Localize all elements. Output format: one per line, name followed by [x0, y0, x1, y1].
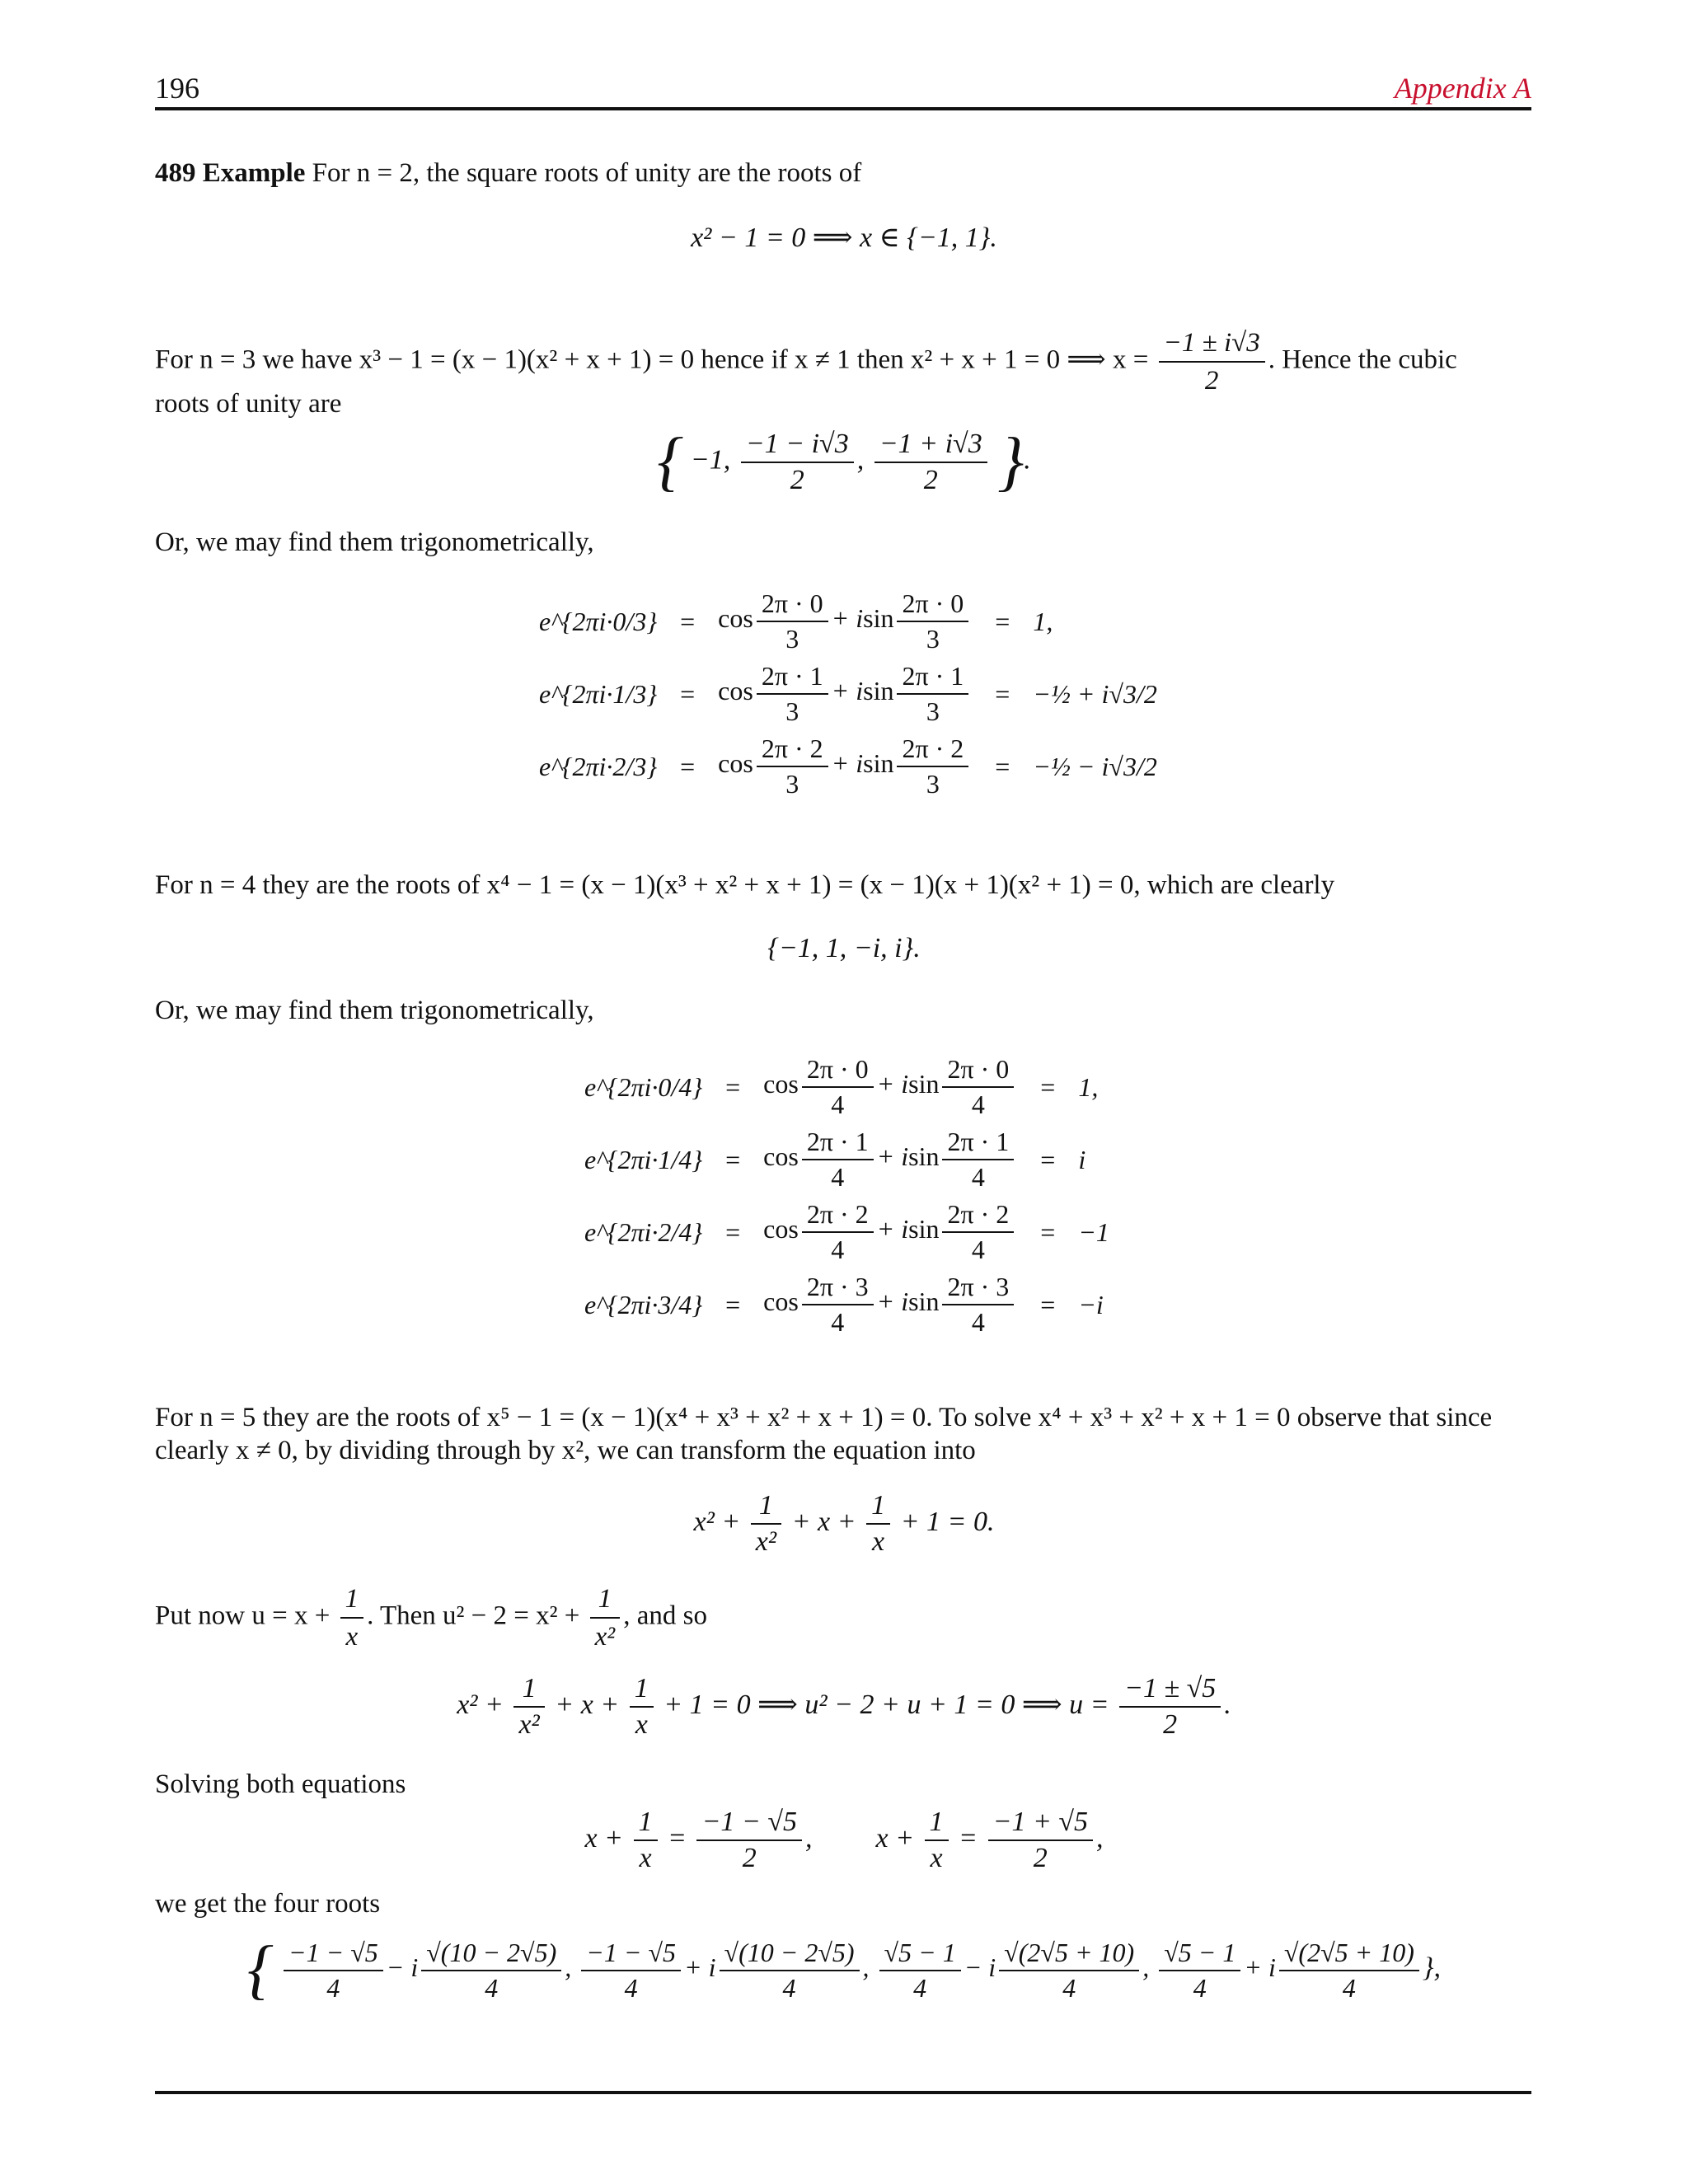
equation-u [0, 1673, 1688, 1741]
cube-cos-frac-num: 2π · 0 [757, 588, 828, 622]
root-real-part [581, 1938, 681, 2004]
quartic-cos-frac-num: 2π · 2 [802, 1199, 874, 1233]
cube-roots-table [528, 585, 1169, 803]
paragraph-substitution [155, 1582, 1540, 1653]
footer-rule [155, 2091, 1531, 2094]
quartic-roots-set: {−1, 1, −i, i}. [767, 933, 921, 963]
root-imag-part-den: 4 [1062, 1972, 1076, 2003]
quartic-equals-2: = [1040, 1289, 1056, 1319]
root-separator: , [862, 1952, 870, 1982]
quartic-row [573, 1196, 1121, 1268]
solve-l1-den: x [639, 1843, 652, 1873]
cube-cos-frac [757, 588, 828, 654]
quartic-cos-frac [802, 1127, 874, 1193]
trig-intro-1: Or, we may find them trigonometrically, [155, 527, 594, 557]
page-number: 196 [155, 72, 199, 105]
quartic-cos-frac-num: 2π · 0 [802, 1054, 874, 1088]
root-real-part-num: −1 − √5 [581, 1938, 681, 1971]
cube-cos-frac-num: 2π · 1 [757, 661, 828, 695]
u-frac1-num: 1 [513, 1673, 544, 1708]
cubic-text-end: . Hence the cubic [1268, 344, 1457, 375]
root-imag-part [421, 1938, 561, 2004]
cubic-fraction-den: 2 [1204, 366, 1219, 396]
sub-frac1-num: 1 [340, 1582, 364, 1619]
quartic-row [573, 1051, 1121, 1123]
root-imag-part-den: 4 [485, 1972, 499, 2003]
solve-r1-den: 2 [742, 1843, 757, 1873]
paragraph-quintic-2: clearly x ≠ 0, by dividing through by x², we can transform the equation into [155, 1436, 976, 1465]
transform-frac1-num: 1 [751, 1490, 781, 1525]
u-part-c: + 1 = 0 ⟹ u² − 2 + u + 1 = 0 ⟹ u = [663, 1689, 1109, 1720]
root-imag-part-den: 4 [1342, 1972, 1356, 2003]
cube-expansion: cos $\frac{2\pi \cdot 1}{3}$ + isin $\frac{2\pi \cdot 1}{3}$ [706, 658, 983, 730]
paragraph-solving: Solving both equations [155, 1769, 406, 1799]
quartic-row [573, 1268, 1121, 1341]
quartic-cos-frac-den: 4 [831, 1090, 845, 1119]
root-operator: − i [386, 1952, 419, 1982]
quartic-cos-frac-num: 2π · 3 [802, 1272, 874, 1305]
cube-sin-frac-den: 3 [926, 696, 940, 726]
cubic-root-3-den: 2 [923, 464, 938, 495]
solve-r2-den: 2 [1033, 1843, 1048, 1873]
solve-l1-num: 1 [634, 1807, 658, 1841]
root-imag-part [999, 1938, 1139, 2004]
quartic-cos-frac-den: 4 [831, 1235, 845, 1264]
cubic-root-3 [874, 429, 987, 496]
roots-left-brace: { [247, 1933, 274, 2006]
cube-equals-2: = [995, 678, 1010, 709]
root-separator: , [565, 1952, 572, 1982]
u-solution-den: 2 [1163, 1709, 1178, 1740]
cube-equals-2: = [995, 751, 1010, 781]
quartic-sin-frac-den: 4 [971, 1235, 985, 1264]
quartic-sin-frac-num: 2π · 2 [942, 1199, 1014, 1233]
trig-intro-2: Or, we may find them trigonometrically, [155, 996, 594, 1025]
sub-frac2-num: 1 [590, 1582, 621, 1619]
root-imag-part [720, 1938, 860, 2004]
u-part-b: + x + [555, 1689, 620, 1720]
root-real-part-den: 4 [913, 1972, 927, 2003]
root-real-part-num: √5 − 1 [879, 1938, 961, 1971]
quartic-sin-frac-den: 4 [971, 1307, 985, 1337]
root-real-part [1159, 1938, 1240, 2004]
cubic-text-1: For n = 3 we have x³ − 1 = (x − 1)(x² + x + 1) = 0 hence if x ≠ 1 then x² + x + 1 = 0 ⟹ x = [155, 344, 1149, 375]
cube-cos-frac [757, 661, 828, 727]
solve-eq2: = [959, 1822, 978, 1854]
quartic-equals: = [725, 1216, 741, 1247]
cube-expansion: cos $\frac{2\pi \cdot 0}{3}$ + isin $\frac{2\pi \cdot 0}{3}$ [706, 585, 983, 658]
quartic-expansion: cos $\frac{2\pi \cdot 0}{4}$ + isin $\frac{2\pi \cdot 0}{4}$ [752, 1051, 1029, 1123]
root-real-part-den: 4 [326, 1972, 340, 2003]
example-text: For n = 2, the square roots of unity are the roots of [312, 158, 862, 188]
cubic-roots-set: { −1, $\frac{-1 - i√3}{2}$ , $\frac{-1 + i√3}{2}$ }. [657, 425, 1031, 498]
quartic-sin-frac [942, 1054, 1014, 1120]
quartic-cos-frac [802, 1199, 874, 1265]
quartic-cos-frac [802, 1054, 874, 1120]
quartic-expansion: cos $\frac{2\pi \cdot 1}{4}$ + isin $\frac{2\pi \cdot 1}{4}$ [752, 1123, 1029, 1196]
solve-eq1: = [668, 1822, 687, 1854]
sub-part-c: , and so [623, 1601, 707, 1631]
cube-cos-frac-den: 3 [785, 696, 799, 726]
quartic-lhs: e^{2πi·2/4} [584, 1216, 703, 1247]
quartic-equals-2: = [1040, 1071, 1056, 1102]
solve-r2-num: −1 + √5 [988, 1807, 1094, 1841]
quartic-expansion: cos $\frac{2\pi \cdot 3}{4}$ + isin $\frac{2\pi \cdot 3}{4}$ [752, 1268, 1029, 1341]
cube-rhs: −½ − i√3/2 [1033, 751, 1157, 781]
cube-sin-frac [897, 733, 968, 799]
cube-lhs: e^{2πi·1/3} [539, 678, 658, 709]
cube-row [528, 658, 1169, 730]
paragraph-four-roots: we get the four roots [155, 1889, 381, 1919]
quartic-equals: = [725, 1144, 741, 1174]
quartic-expansion: cos $\frac{2\pi \cdot 2}{4}$ + isin $\frac{2\pi \cdot 2}{4}$ [752, 1196, 1029, 1268]
quartic-sin-frac [942, 1272, 1014, 1338]
solve-r1-num: −1 − √5 [696, 1807, 802, 1841]
solve-l2-num: 1 [925, 1807, 949, 1841]
cube-rhs: −½ + i√3/2 [1033, 678, 1157, 709]
cubic-root-2-num: −1 − i√3 [741, 429, 854, 463]
right-brace: } [997, 425, 1025, 498]
solve-end: , [1096, 1822, 1104, 1854]
quartic-cos-frac [802, 1272, 874, 1338]
equation-square-roots: x² − 1 = 0 ⟹ x ∈ {−1, 1}. [691, 223, 997, 253]
cube-sin-frac-den: 3 [926, 624, 940, 654]
sub-part-a: Put now u = x + [155, 1601, 331, 1631]
cube-equals: = [680, 606, 696, 636]
transform-frac1-den: x² [755, 1526, 777, 1557]
cubic-root-2-den: 2 [790, 464, 804, 495]
paragraph-quartic: For n = 4 they are the roots of x⁴ − 1 = (x − 1)(x³ + x² + x + 1) = (x − 1)(x + 1)(x² + 1) = 0, which are clearly [155, 870, 1335, 900]
cubic-root-2 [741, 429, 854, 496]
cube-sin-frac [897, 661, 968, 727]
cubic-fraction-num: −1 ± i√3 [1159, 326, 1265, 363]
transform-part-c: + 1 = 0. [900, 1506, 995, 1537]
u-frac2-num: 1 [630, 1673, 654, 1708]
root-imag-part-num: √(2√5 + 10) [999, 1938, 1139, 1971]
u-frac2-den: x [635, 1709, 648, 1740]
running-title: Appendix A [1394, 72, 1531, 105]
cube-lhs: e^{2πi·2/3} [539, 751, 658, 781]
quartic-cos-frac-den: 4 [831, 1162, 845, 1192]
cubic-text-2: roots of unity are [155, 389, 342, 419]
quartic-lhs: e^{2πi·3/4} [584, 1289, 703, 1319]
root-operator: + i [684, 1952, 716, 1982]
transform-frac2-den: x [872, 1526, 885, 1557]
root-real-part-num: √5 − 1 [1159, 1938, 1240, 1971]
sub-part-b: . Then u² − 2 = x² + [367, 1601, 580, 1631]
quartic-row [573, 1123, 1121, 1196]
root-imag-part-num: √(10 − 2√5) [720, 1938, 860, 1971]
root-imag-part-num: √(2√5 + 10) [1279, 1938, 1419, 1971]
root-real-part-den: 4 [1193, 1972, 1207, 2003]
quartic-sin-frac-num: 2π · 3 [942, 1272, 1014, 1305]
root-real-part [879, 1938, 961, 2004]
quartic-cos-frac-den: 4 [831, 1307, 845, 1337]
cube-equals-2: = [995, 606, 1010, 636]
cube-equals: = [680, 678, 696, 709]
quartic-sin-frac [942, 1127, 1014, 1193]
cube-rhs: 1, [1033, 606, 1053, 636]
left-brace: { [657, 425, 684, 498]
root-real-part-den: 4 [624, 1972, 638, 2003]
paragraph-quintic-1: For n = 5 they are the roots of x⁵ − 1 = (x − 1)(x⁴ + x³ + x² + x + 1) = 0. To solve x⁴ + x³ + x² + x + 1 = 0 observe that since [155, 1403, 1493, 1432]
sub-frac2-den: x² [594, 1622, 616, 1652]
equation-transform [0, 1490, 1688, 1558]
quartic-sin-frac-den: 4 [971, 1090, 985, 1119]
header-rule [155, 107, 1531, 110]
quartic-equals-2: = [1040, 1144, 1056, 1174]
quartic-equals-2: = [1040, 1216, 1056, 1247]
solve-sep: , [805, 1822, 813, 1854]
cube-sin-frac-num: 2π · 0 [897, 588, 968, 622]
example-label: 489 Example [155, 158, 306, 188]
cube-cos-frac-num: 2π · 2 [757, 733, 828, 767]
transform-frac2-num: 1 [866, 1490, 890, 1525]
root-2 [578, 1937, 875, 2003]
quartic-sin-frac [942, 1199, 1014, 1265]
solve-l1: x + [584, 1822, 623, 1854]
cubic-first-root: −1, [690, 444, 731, 476]
u-frac1-den: x² [518, 1709, 540, 1740]
quartic-lhs: e^{2πi·1/4} [584, 1144, 703, 1174]
transform-part-b: + x + [791, 1506, 856, 1537]
cube-lhs: e^{2πi·0/3} [539, 606, 658, 636]
solve-l2: x + [875, 1822, 915, 1854]
root-separator: , [1142, 1952, 1150, 1982]
cube-expansion: cos $\frac{2\pi \cdot 2}{3}$ + isin $\frac{2\pi \cdot 2}{3}$ [706, 730, 983, 803]
root-3 [876, 1937, 1156, 2003]
quartic-equals: = [725, 1071, 741, 1102]
root-operator: − i [964, 1952, 996, 1982]
cubic-root-3-num: −1 + i√3 [874, 429, 987, 463]
root-imag-part-den: 4 [782, 1972, 796, 2003]
quartic-roots-table [573, 1051, 1121, 1341]
cube-equals: = [680, 751, 696, 781]
cube-sin-frac-den: 3 [926, 769, 940, 799]
u-end: . [1224, 1689, 1231, 1720]
cube-cos-frac-den: 3 [785, 769, 799, 799]
quartic-lhs: e^{2πi·0/4} [584, 1071, 703, 1102]
quartic-rhs: −1 [1078, 1216, 1109, 1247]
quartic-sin-frac-den: 4 [971, 1162, 985, 1192]
quartic-rhs: i [1078, 1144, 1086, 1174]
root-separator: }, [1422, 1952, 1441, 1983]
root-real-part-num: −1 − √5 [284, 1938, 383, 1971]
root-real-part [284, 1938, 383, 2004]
cube-cos-frac-den: 3 [785, 624, 799, 654]
root-imag-part [1279, 1938, 1419, 2004]
quartic-rhs: 1, [1078, 1071, 1099, 1102]
u-solution-num: −1 ± √5 [1119, 1673, 1221, 1708]
cube-sin-frac-num: 2π · 1 [897, 661, 968, 695]
root-4 [1156, 1937, 1441, 2003]
equation-solve-both [0, 1807, 1688, 1874]
example-intro [155, 157, 1540, 190]
quartic-sin-frac-num: 2π · 0 [942, 1054, 1014, 1088]
cube-sin-frac [897, 588, 968, 654]
cube-row [528, 730, 1169, 803]
quartic-equals: = [725, 1289, 741, 1319]
quartic-rhs: −i [1078, 1289, 1104, 1319]
cube-row [528, 585, 1169, 658]
four-roots-set [0, 1933, 1688, 2008]
u-part-a: x² + [457, 1689, 504, 1720]
quartic-cos-frac-num: 2π · 1 [802, 1127, 874, 1160]
root-imag-part-num: √(10 − 2√5) [421, 1938, 561, 1971]
cubic-set-end: . [1024, 444, 1031, 476]
quartic-sin-frac-num: 2π · 1 [942, 1127, 1014, 1160]
root-1 [280, 1937, 578, 2003]
solve-l2-den: x [930, 1843, 943, 1873]
transform-part-a: x² + [693, 1506, 741, 1537]
cube-cos-frac [757, 733, 828, 799]
sub-frac1-den: x [345, 1622, 359, 1652]
cube-sin-frac-num: 2π · 2 [897, 733, 968, 767]
root-operator: + i [1244, 1952, 1276, 1982]
